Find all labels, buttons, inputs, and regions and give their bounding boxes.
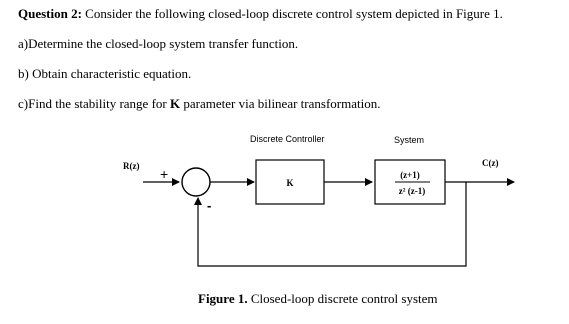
question-title: Question 2: xyxy=(18,6,82,21)
part-c-prefix: c)Find the stability range for xyxy=(18,96,170,111)
figure-caption-text: Closed-loop discrete control system xyxy=(247,291,438,306)
plus-sign: + xyxy=(160,166,169,182)
part-c-k: K xyxy=(170,96,181,111)
minus-sign: - xyxy=(207,198,212,213)
tf-numerator: (z+1) xyxy=(400,170,420,180)
question-text: Consider the following closed-loop discrete control system depicted in Figure 1. xyxy=(81,6,503,21)
figure-label: Figure 1. xyxy=(198,291,248,306)
controller-label: Discrete Controller xyxy=(250,134,325,144)
part-b: b) Obtain characteristic equation. xyxy=(18,66,192,81)
system-label: System xyxy=(394,135,425,145)
controller-gain: K xyxy=(286,178,294,188)
figure-caption xyxy=(198,291,438,307)
tf-denominator: z² (z-1) xyxy=(398,186,426,196)
part-a: a)Determine the closed-loop system transfer function. xyxy=(18,36,299,51)
summing-junction xyxy=(182,168,210,196)
output-label: C(z) xyxy=(482,158,499,168)
part-c-suffix: parameter via bilinear transformation. xyxy=(180,96,381,111)
input-label: R(z) xyxy=(123,161,140,171)
